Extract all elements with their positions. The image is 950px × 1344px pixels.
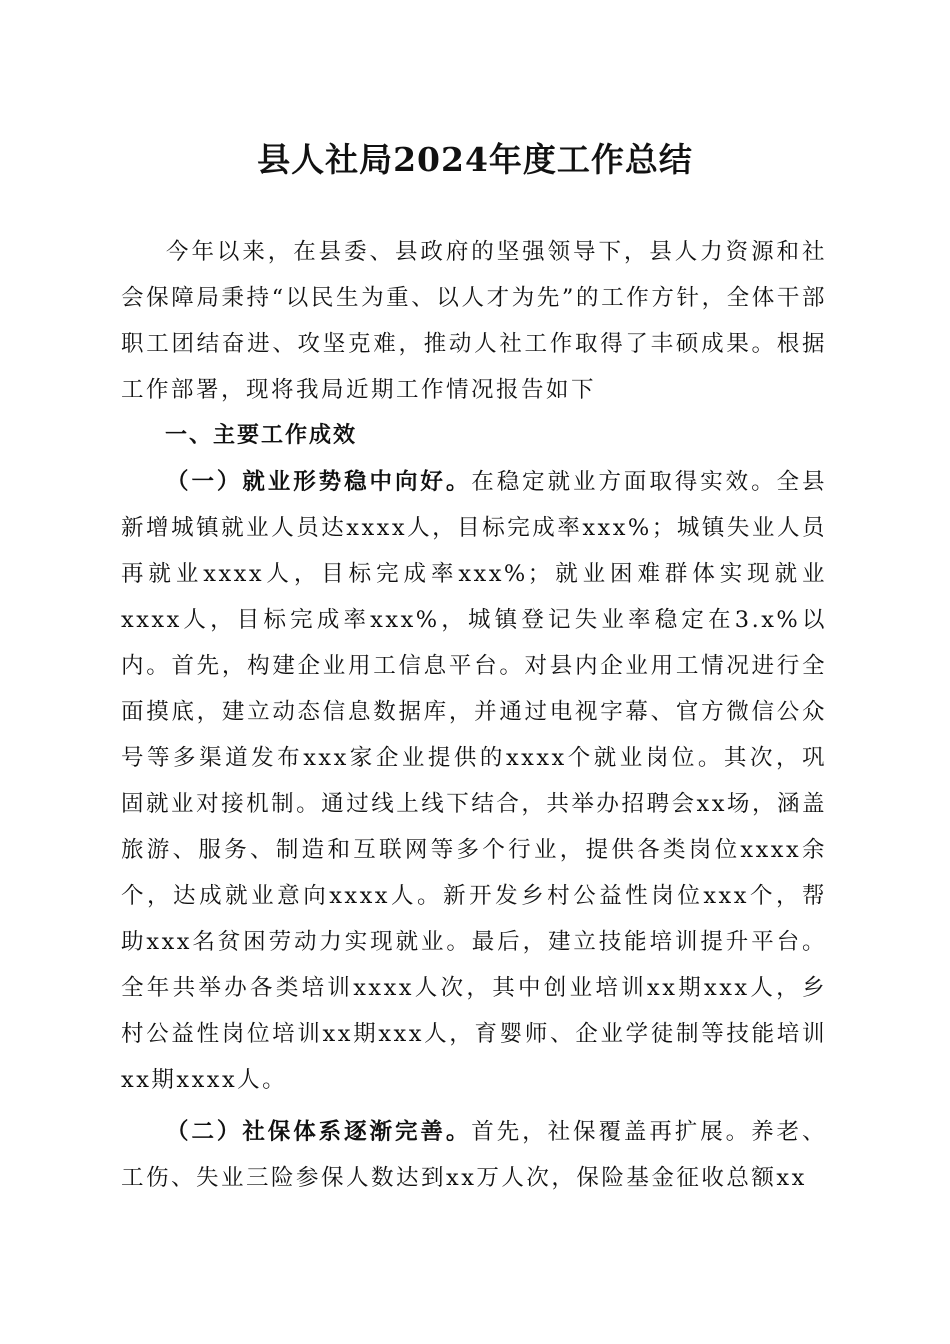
intro-paragraph: 今年以来，在县委、县政府的坚强领导下，县人力资源和社会保障局秉持“以民生为重、以人才为先”的工作方针，全体干部职工团结奋进、攻坚克难，推动人社工作取得了丰硕成果。根据工作部署，现将我局近期工作情况报告如下: [121, 239, 827, 403]
item1-paragraph: [121, 459, 827, 1103]
page-title: 县人社局2024年度工作总结: [257, 140, 693, 179]
document-body: [121, 229, 827, 1201]
item1-lead: （一）就业形势稳中向好。: [166, 469, 472, 495]
section-heading: 一、主要工作成效: [165, 423, 358, 448]
item2-text: 首先，社保覆盖再扩展。养老、工伤、失业三险参保人数达到xx万人次，保险基金征收总额xx: [121, 1119, 827, 1191]
item2-paragraph: [121, 1109, 827, 1201]
item1-text: 在稳定就业方面取得实效。全县新增城镇就业人员达xxxx人，目标完成率xxx%；城镇失业人员再就业xxxx人，目标完成率xxx%；就业困难群体实现就业xxxx人，目标完成率xxx%，城镇登记失业率稳定在3.x%以内。首先，构建企业用工信息平台。对县内企业用工情况进行全面摸底，建立动态信息数据库，并通过电视字幕、官方微信公众号等多渠道发布xxx家企业提供的xxxx个就业岗位。其次，巩固就业对接机制。通过线上线下结合，共举办招聘会xx场，涵盖旅游、服务、制造和互联网等多个行业，提供各类岗位xxxx余个，达成就业意向xxxx人。新开发乡村公益性岗位xxx个，帮助xxx名贫困劳动力实现就业。最后，建立技能培训提升平台。全年共举办各类培训xxxx人次，其中创业培训xx期xxx人，乡村公益性岗位培训xx期xxx人，育婴师、企业学徒制等技能培训xx期xxxx人。: [121, 469, 827, 1093]
item2-lead: （二）社保体系逐渐完善。: [166, 1119, 472, 1145]
